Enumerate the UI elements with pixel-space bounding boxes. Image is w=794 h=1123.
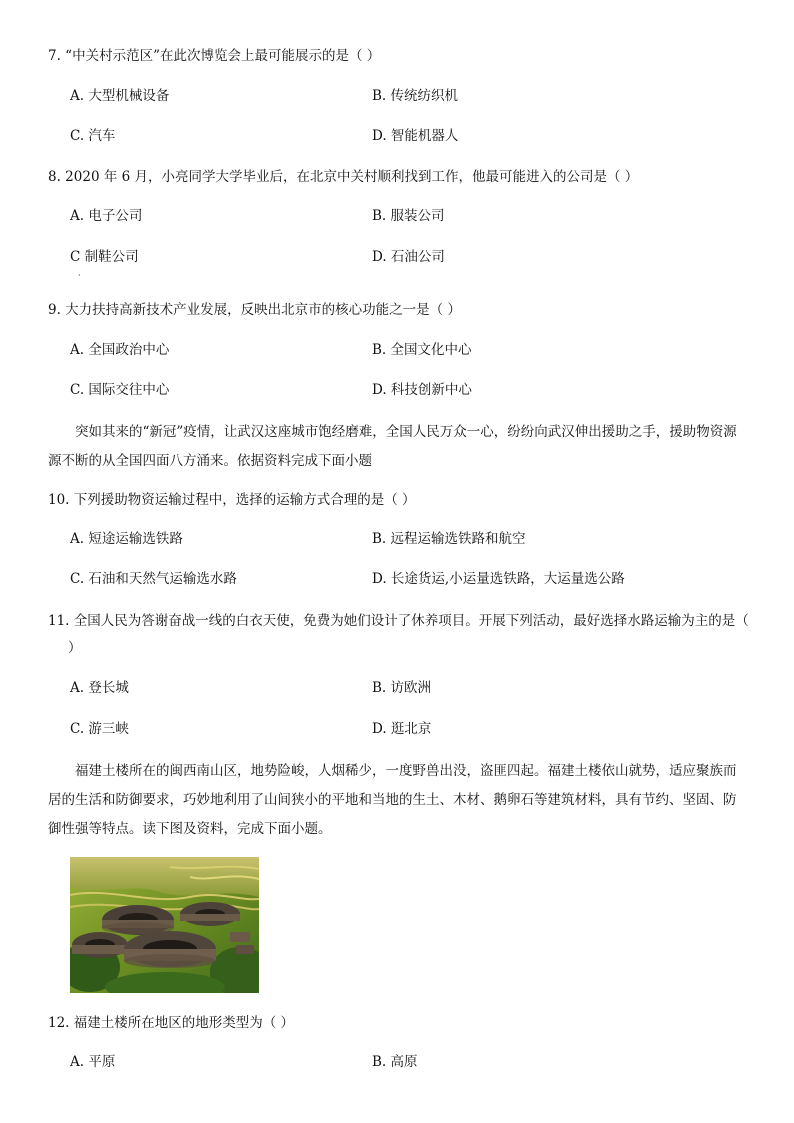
q9-option-c: C. 国际交往中心 xyxy=(70,382,170,398)
tulou-photo xyxy=(70,857,259,993)
question-11-text: 11. 全国人民为答谢奋战一线的白衣天使，免费为她们设计了休养项目。开展下列活动，最好选择水路运输为主的是（ ） xyxy=(48,613,749,656)
q8-option-c: C 制鞋公司 xyxy=(70,249,139,265)
q11-option-d: D. 逛北京 xyxy=(372,721,432,737)
q9-option-b: B. 全国文化中心 xyxy=(372,342,472,358)
question-11-stem xyxy=(48,608,758,662)
q7-option-b: B. 传统纺织机 xyxy=(372,88,459,104)
q11-option-a: A. 登长城 xyxy=(70,680,129,696)
q11-option-b: B. 访欧洲 xyxy=(372,680,432,696)
q7-option-c: C. 汽车 xyxy=(70,128,116,144)
q11-option-c: C. 游三峡 xyxy=(70,721,129,737)
q8-option-d: D. 石油公司 xyxy=(372,249,445,265)
q12-option-b: B. 高原 xyxy=(372,1054,418,1070)
question-9-stem: 9. 大力扶持高新技术产业发展，反映出北京市的核心功能之一是（ ） xyxy=(48,302,461,318)
passage-covid: 突如其来的“新冠”疫情，让武汉这座城市饱经磨难，全国人民万众一心，纷纷向武汉伸出援助之手，援助物资源源不断的从全国四面八方涌来。依据资料完成下面小题 xyxy=(48,424,737,469)
stray-dot: · xyxy=(78,271,81,280)
q10-option-d: D. 长途货运,小运量选铁路，大运量选公路 xyxy=(372,571,625,587)
tulou-illustration xyxy=(70,857,259,993)
q10-option-a: A. 短途运输选铁路 xyxy=(70,531,183,547)
passage-tulou: 福建土楼所在的闽西南山区，地势险峻，人烟稀少，一度野兽出没，盗匪四起。福建土楼依山就势，适应聚族而居的生活和防御要求，巧妙地利用了山间狭小的平地和当地的生土、木材、鹅卵石等建筑材料，具有节约、坚固、防御性强等特点。读下图及资料，完成下面小题。 xyxy=(48,763,737,837)
q12-option-a: A. 平原 xyxy=(70,1054,116,1070)
question-8-stem: 8. 2020 年 6 月，小亮同学大学毕业后，在北京中关村顺利找到工作，他最可能进入的公司是（ ） xyxy=(48,169,639,185)
q9-option-d: D. 科技创新中心 xyxy=(372,382,472,398)
q10-option-b: B. 远程运输选铁路和航空 xyxy=(372,531,526,547)
question-12-stem: 12. 福建土楼所在地区的地形类型为（ ） xyxy=(48,1015,295,1031)
q8-option-a: A. 电子公司 xyxy=(70,208,143,224)
q10-option-c: C. 石油和天然气运输选水路 xyxy=(70,571,237,587)
q9-option-a: A. 全国政治中心 xyxy=(70,342,170,358)
question-10-stem: 10. 下列援助物资运输过程中，选择的运输方式合理的是（ ） xyxy=(48,492,416,508)
q8-option-b: B. 服装公司 xyxy=(372,208,445,224)
q7-option-a: A. 大型机械设备 xyxy=(70,88,170,104)
question-7-stem: 7. “中关村示范区”在此次博览会上最可能展示的是（ ） xyxy=(48,48,381,64)
q7-option-d: D. 智能机器人 xyxy=(372,128,459,144)
